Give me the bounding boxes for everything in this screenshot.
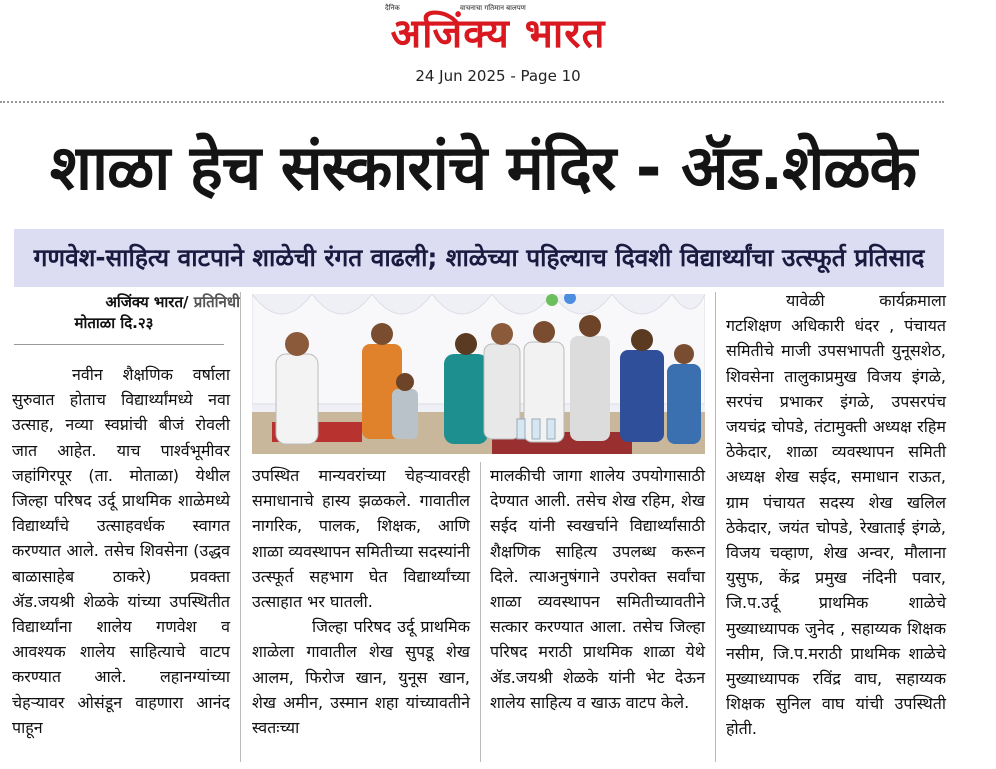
column-4-text: यावेळी कार्यक्रमाला गटशिक्षण अधिकारी धंदर , पंचायत समितीचे माजी उपसभापती युनूसशेठ, शिवसेना तालुकाप्रमुख विजय इंगळे, सरपंच प्रभाकर इंगळे, उपसरपंच जयचंद्र चोपडे, तंटामुक्ती अध्यक्ष रहिम ठेकेदार, शाळा व्यवस्थापन समिती अध्यक्ष शेख सईद, समाधान राऊत, ग्राम पंचायत सदस्य शेख खलिल ठेकेदार, जयंत चोपडे, रेखाताई इंगळे, विजय चव्हाण, शेख अन्वर, मौलाना युसुफ, केंद्र प्रमुख नंदिनी पवार, जि.प.उर्दू प्राथमिक शाळेचे मुख्याध्यापक जुनेद , सहाय्यक शिक्षक नसीम, जि.प.मराठी प्राथमिक शाळेचे मुख्याध्यापक रविंद्र वाघ, सहाय्यक शिक्षक सुनिल वाघ यांची उपस्थिती होती.	[726, 291, 946, 739]
subheadline-band	[14, 229, 944, 287]
column-divider	[240, 292, 241, 762]
newspaper-logo: अजिंक्य भारत	[390, 11, 606, 57]
byline-reporter: प्रतिनिधी	[188, 293, 240, 311]
column-divider	[715, 292, 716, 762]
article-photo	[252, 294, 705, 454]
byline	[14, 292, 240, 334]
byline-divider	[14, 344, 224, 345]
masthead-tag-right: वाचनाचा गतिमान बालपण	[460, 4, 526, 12]
article-column-4	[726, 288, 946, 742]
article-column-1	[12, 362, 230, 740]
masthead-tag-left: दैनिक	[385, 4, 400, 12]
byline-source-line	[14, 292, 240, 312]
masthead-divider	[0, 101, 944, 103]
publication-date-page: 24 Jun 2025 - Page 10	[415, 67, 581, 85]
event-photo-illustration	[252, 294, 705, 454]
article-subheadline: गणवेश-साहित्य वाटपाने शाळेची रंगत वाढली; शाळेच्या पहिल्याच दिवशी विद्यार्थ्यांचा उत्स्फूर्त प्रतिसाद	[33, 243, 925, 272]
article-headline: शाळा हेच संस्कारांचे मंदिर - ॲड.शेळके	[49, 131, 917, 204]
column-2-text-b: जिल्हा परिषद उर्दू प्राथमिक शाळेला गावातील शेख सुपडू शेख आलम, फिरोज खान, युनूस खान, शेख अमीन, उस्मान शहा यांच्यावतीने स्वतःच्या	[252, 617, 470, 738]
article-column-2	[252, 463, 470, 740]
byline-source: अजिंक्य भारत/	[105, 293, 189, 311]
column-3-text: मालकीची जागा शालेय उपयोगासाठी देण्यात आली. तसेच शेख रहिम, शेख सईद यांनी स्वखर्चाने विद्यार्थ्यांसाठी शैक्षणिक साहित्य उपलब्ध करून दिले. त्याअनुषंगाने उपरोक्त सर्वांचा शाळा व्यवस्थापन समितीच्यावतीने सत्कार करण्यात आला. तसेच जिल्हा परिषद मराठी प्राथमिक शाळा येथे ॲड.जयश्री शेळके यांनी भेट देऊन शालेय साहित्य व खाऊ वाटप केले.	[490, 466, 705, 712]
dateline: मोताळा दि.२३	[74, 314, 154, 332]
column-divider	[480, 462, 481, 762]
column-2-text-a: उपस्थित मान्यवरांच्या चेहऱ्यावरही समाधानाचे हास्य झळकले. गावातील नागरिक, पालक, शिक्षक, आणि शाळा व्यवस्थापन समितीच्या सदस्यांनी उत्स्फूर्त सहभाग घेत विद्यार्थ्यांच्या उत्साहात भर घातली.	[252, 466, 471, 612]
column-1-text: नवीन शैक्षणिक वर्षाला सुरुवात होताच विद्यार्थ्यांमध्ये नवा उत्साह, नव्या स्वप्नांची बीजं रोवली जात आहेत. याच पार्श्वभूमीवर जहांगिरपूर (ता. मोताळा) येथील जिल्हा परिषद उर्दू प्राथमिक शाळेमध्ये विद्यार्थ्यांचे उत्साहवर्धक स्वागत करण्यात आले. तसेच शिवसेना (उद्धव बाळासाहेब ठाकरे) प्रवक्ता ॲड.जयश्री शेळके यांच्या उपस्थितीत विद्यार्थ्यांना शालेय गणवेश व आवश्यक शालेय साहित्याचे वाटप करण्यात आले. लहानग्यांच्या चेहऱ्यावर ओसंडून वाहणारा आनंद पाहून	[12, 365, 230, 737]
article-column-3	[490, 463, 705, 715]
